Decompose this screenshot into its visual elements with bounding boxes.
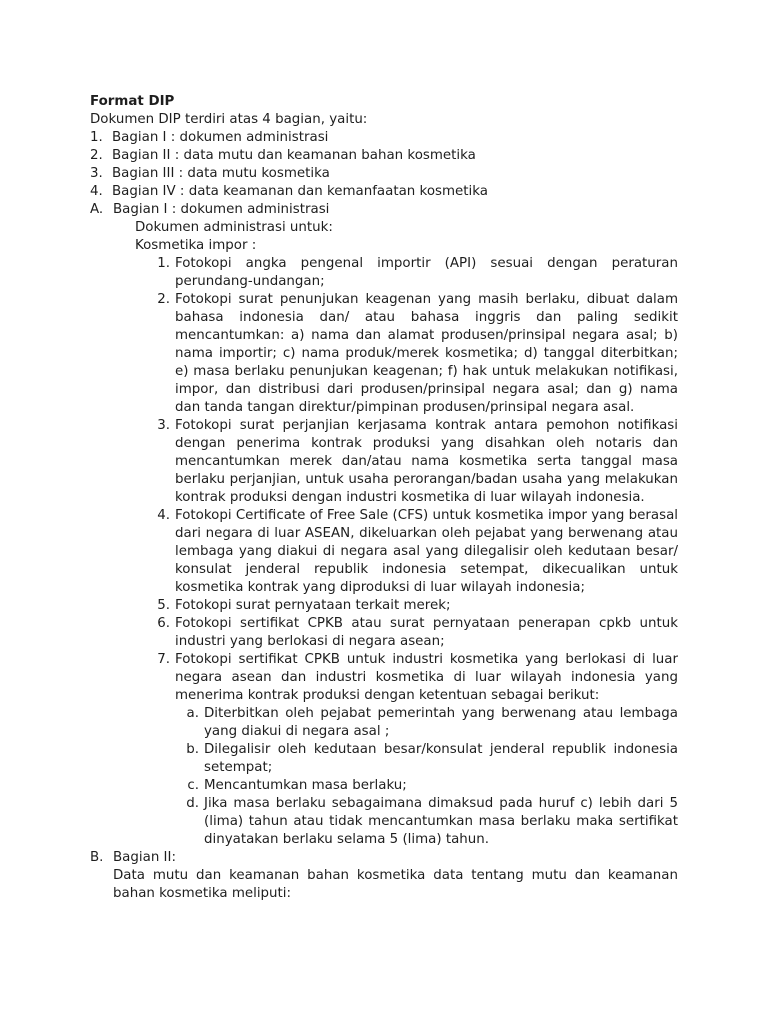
list-text: Fotokopi angka pengenal importir (API) sesuai dengan peraturan perundang-undangan; <box>175 256 678 289</box>
list-item <box>179 741 678 777</box>
list-letter: c. <box>187 778 199 793</box>
list-item <box>90 183 678 201</box>
list-number: 1. <box>90 130 103 145</box>
list-item <box>179 777 678 795</box>
list-text: Fotokopi sertifikat CPKB atau surat pernyataan penerapan cpkb untuk industri yang berlokasi di negara asean; <box>175 616 678 649</box>
list-text: Diterbitkan oleh pejabat pemerintah yang berwenang atau lembaga yang diakui di negara asal ; <box>204 706 678 739</box>
list-number: 3. <box>157 418 170 433</box>
list-text: Dilegalisir oleh kedutaan besar/konsulat jenderal republik indonesia setempat; <box>204 742 678 775</box>
section-heading-text: Bagian II: <box>113 850 176 865</box>
section-b-text: Data mutu dan keamanan bahan kosmetika data tentang mutu dan keamanan bahan kosmetika meliputi: <box>113 868 678 901</box>
section-label: B. <box>90 850 104 865</box>
list-item <box>146 651 678 705</box>
list-text: Fotokopi sertifikat CPKB untuk industri kosmetika yang berlokasi di luar negara asean dan industri kosmetika di luar wilayah indonesia yang menerima kontrak produksi dengan ketentuan sebagai berikut: <box>175 652 678 703</box>
list-item <box>146 417 678 507</box>
list-number: 7. <box>157 652 170 667</box>
list-number: 1. <box>157 256 170 271</box>
list-item <box>90 129 678 147</box>
parts-list <box>90 129 678 201</box>
list-number: 4. <box>157 508 170 523</box>
list-item <box>146 255 678 291</box>
administrative-items-list <box>90 255 678 705</box>
list-letter: a. <box>186 706 199 721</box>
section-label: A. <box>90 202 104 217</box>
list-number: 2. <box>90 148 103 163</box>
section-heading-text: Bagian I : dokumen administrasi <box>113 202 330 217</box>
list-number: 6. <box>157 616 170 631</box>
list-item <box>146 507 678 597</box>
list-text: Fotokopi surat perjanjian kerjasama kontrak antara pemohon notifikasi dengan penerima kontrak produksi yang disahkan oleh notaris dan mencantumkan merek dan/atau nama kosmetika serta tanggal masa berlaku perjanjian, untuk usaha perorangan/badan usaha yang melakukan kontrak produksi dengan industri kosmetika di luar wilayah indonesia. <box>175 418 678 505</box>
list-letter: d. <box>186 796 199 811</box>
list-number: 4. <box>90 184 103 199</box>
list-text: Fotokopi Certificate of Free Sale (CFS) untuk kosmetika impor yang berasal dari negara di luar ASEAN, dikeluarkan oleh pejabat yang berwenang atau lembaga yang diakui di negara asal yang dilegalisir oleh kedutaan besar/ konsulat jenderal republik indonesia setempat, dikecualikan untuk kosmetika kontrak yang diproduksi di luar wilayah indonesia; <box>175 508 678 595</box>
list-item <box>179 795 678 849</box>
section-a-subheading-2: Kosmetika impor : <box>135 238 257 253</box>
list-item <box>146 291 678 417</box>
list-number: 3. <box>90 166 103 181</box>
document-content <box>90 93 678 903</box>
section-a-subheading-1: Dokumen administrasi untuk: <box>135 220 333 235</box>
list-text: Fotokopi surat penunjukan keagenan yang masih berlaku, dibuat dalam bahasa indonesia dan/ atau bahasa inggris dan paling sedikit mencantumkan: a) nama dan alamat produsen/prinsipal negara asal; b) nama importir; c) nama produk/merek kosmetika; d) tanggal diterbitkan; e) masa berlaku penunjukan keagenan; f) hak untuk melakukan notifikasi, impor, dan distribusi dari produsen/prinsipal negara asal; dan g) nama dan tanda tangan direktur/pimpinan produsen/prinsipal negara asal. <box>175 292 678 415</box>
list-text: Bagian I : dokumen administrasi <box>112 130 329 145</box>
document-title: Format DIP <box>90 94 175 109</box>
list-item <box>146 615 678 651</box>
section-a-heading <box>90 201 678 219</box>
intro-text: Dokumen DIP terdiri atas 4 bagian, yaitu: <box>90 112 368 127</box>
list-text: Jika masa berlaku sebagaimana dimaksud pada huruf c) lebih dari 5 (lima) tahun atau tidak mencantumkan masa berlaku maka sertifikat dinyatakan berlaku selama 5 (lima) tahun. <box>204 796 678 847</box>
section-b-heading <box>90 849 678 867</box>
list-item <box>146 597 678 615</box>
list-text: Bagian IV : data keamanan dan kemanfaatan kosmetika <box>112 184 488 199</box>
list-item <box>179 705 678 741</box>
list-number: 5. <box>157 598 170 613</box>
list-text: Bagian III : data mutu kosmetika <box>112 166 330 181</box>
list-text: Mencantumkan masa berlaku; <box>204 778 407 793</box>
list-number: 2. <box>157 292 170 307</box>
certificate-conditions-list <box>90 705 678 849</box>
list-text: Bagian II : data mutu dan keamanan bahan kosmetika <box>112 148 476 163</box>
list-item <box>90 147 678 165</box>
list-text: Fotokopi surat pernyataan terkait merek; <box>175 598 451 613</box>
list-letter: b. <box>186 742 199 757</box>
list-item <box>90 165 678 183</box>
